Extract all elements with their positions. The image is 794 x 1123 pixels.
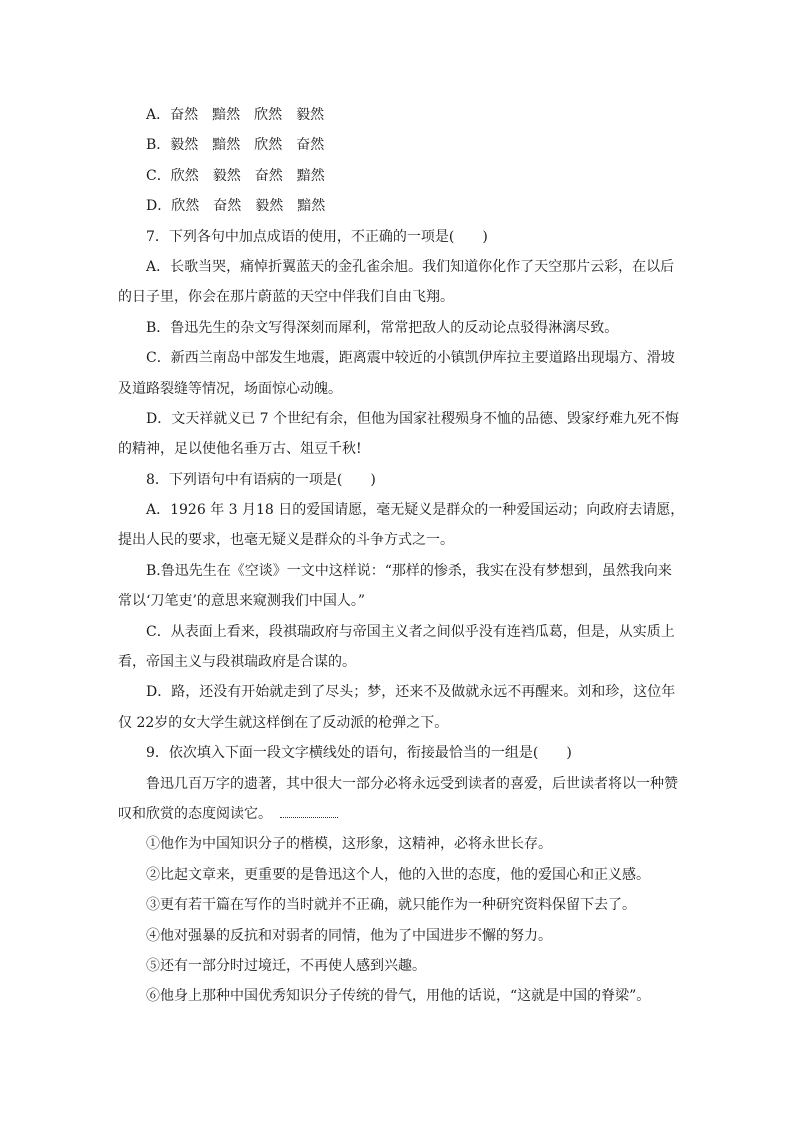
q6-option-a: A．奋然 黯然 欣然 毅然 [146,107,325,123]
q9-passage: 鲁迅几百万字的遗著，其中很大一部分必将永远受到读者的喜爱，后世读者将以一种赞 [146,775,678,792]
document-body [118,100,685,1012]
q9-item-5: ⑤还有一部分时过境迁，不再使人感到兴趣。 [146,957,426,974]
q8-question: 8．下列语句中有语病的一项是( ) [146,471,376,488]
q7-option-d: D．文天祥就义已 7 个世纪有余，但他为国家社稷殒身不恤的品德、毁家纾难九死不悔 [146,410,680,427]
q7-option-d-cont: 的精神，足以使他名垂万古、俎豆千秋! [118,441,362,458]
q8-option-d: D．路，还没有开始就走到了尽头；梦，还来不及做就永远不再醒来。刘和珍，这位年 [146,684,676,701]
q6-option-d: D．欣然 奋然 毅然 黯然 [146,198,326,215]
q7-question: 7．下列各句中加点成语的使用，不正确的一项是( ) [146,228,488,245]
q7-option-c: C．新西兰南岛中部发生地震，距离震中较近的小镇凯伊库拉主要道路出现塌方、滑坡 [146,350,675,367]
q9-question: 9．依次填入下面一段文字横线处的语句，衔接最恰当的一组是( ) [146,745,572,762]
q6-option-c: C．欣然 毅然 奋然 黯然 [146,167,325,184]
q7-option-c-cont: 及道路裂缝等情况，场面惊心动魄。 [118,380,342,397]
q8-option-c-cont: 看，帝国主义与段祺瑞政府是合谋的。 [118,654,356,671]
q9-item-4: ④他对强暴的反抗和对弱者的同情，他为了中国进步不懈的努力。 [146,927,552,944]
q7-option-a: A．长歌当哭，痛悼折翼蓝天的金孔雀余旭。我们知道你化作了天空那片云彩，在以后 [146,258,675,275]
q8-option-d-cont: 仅 22岁的女大学生就这样倒在了反动派的枪弹之下。 [118,714,449,731]
q9-item-6: ⑥他身上那种中国优秀知识分子传统的骨气，用他的话说，“这就是中国的脊梁”。 [146,988,651,1005]
q9-passage-cont: 叹和欣赏的态度阅读它。 [118,799,678,829]
q8-option-b-cont: 常以‘刀笔吏’的意思来窥测我们中国人。” [118,593,366,610]
q9-item-3: ③更有若干篇在写作的当时就并不正确，就只能作为一种研究资料保留下去了。 [146,897,636,914]
q8-option-c: C．从表面上看来，段祺瑞政府与帝国主义者之间似乎没有连裆瓜葛，但是，从实质上 [146,623,675,640]
q7-option-b: B．鲁迅先生的杂文写得深刻而犀利，常常把敌人的反动论点驳得淋漓尽致。 [146,319,619,336]
q8-option-a: A．1926 年 3 月18 日的爱国请愿，毫无疑义是群众的一种爱国运动；向政府去请愿， [146,502,685,519]
q7-option-a-cont: 的日子里，你会在那片蔚蓝的天空中伴我们自由飞翔。 [118,289,454,306]
q8-option-b: B.鲁迅先生在《空谈》一文中这样说：“那样的惨杀，我实在没有梦想到，虽然我向来 [146,562,672,579]
q9-item-2: ②比起文章来，更重要的是鲁迅这个人，他的入世的态度，他的爱国心和正义感。 [146,866,650,883]
q9-item-1: ①他作为中国知识分子的楷模，这形象，这精神，必将永世长存。 [146,836,552,853]
fill-in-blank [280,803,338,818]
q6-option-b: B．毅然 黯然 欣然 奋然 [146,137,325,154]
q8-option-a-cont: 提出人民的要求，也毫无疑义是群众的斗争方式之一。 [118,532,454,549]
